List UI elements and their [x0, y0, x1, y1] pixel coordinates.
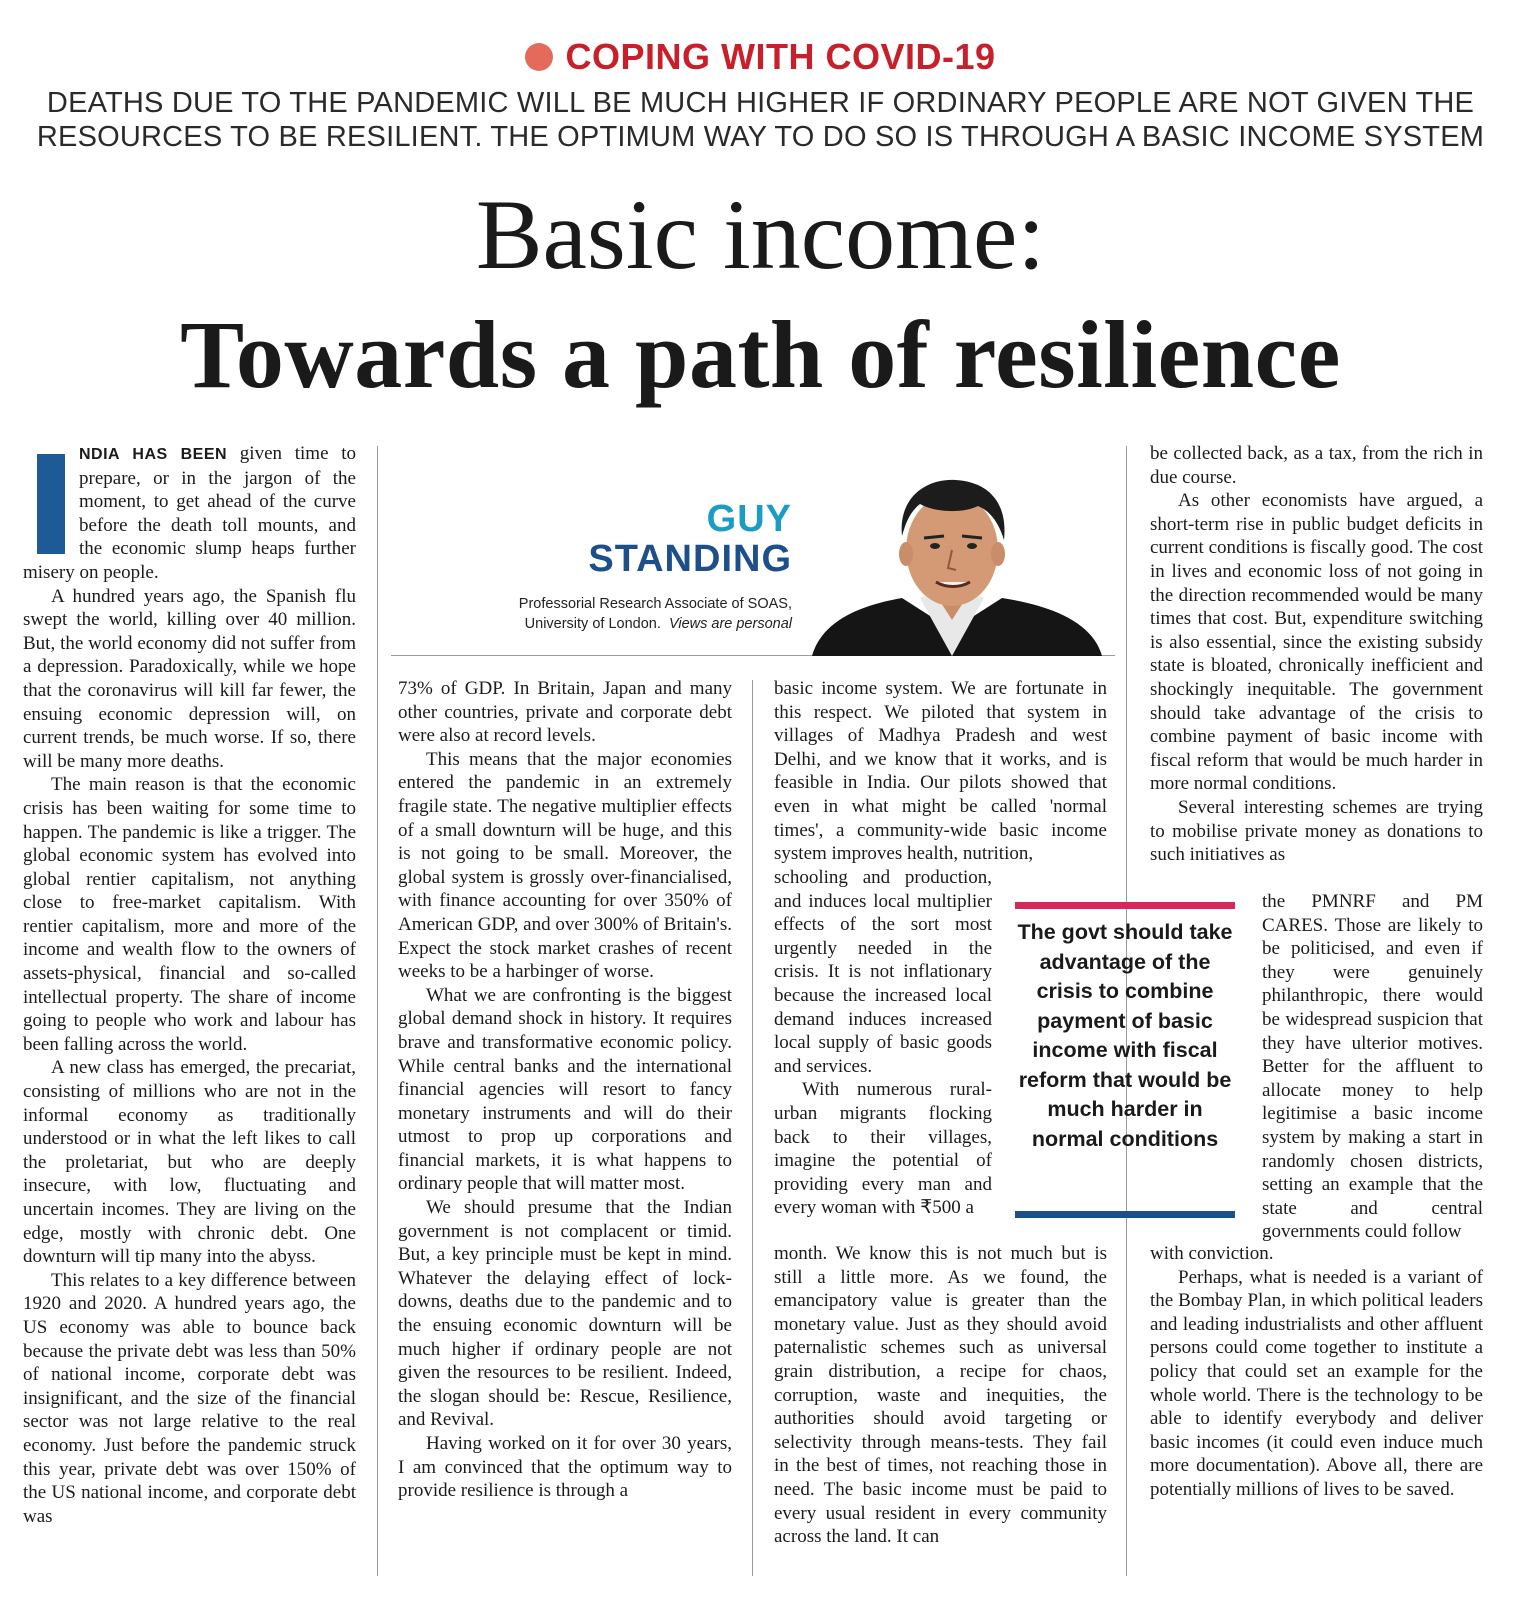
paragraph: This relates to a key difference between 1920 and 2020. A hundred years ago, the US economy was able to bounce back because the private debt was less than 50% of national income, corporate debt was insignificant, and the size of the financial sector was not large relative to the real economy. Just before the pandemic struck this year, private debt was over 150% of the US national income, and corporate debt was: [23, 1269, 356, 1527]
paragraph: What we are confronting is the biggest global demand shock in history. It requires brave and transformative economic policy. While central banks and the international financial agencies will resort to fancy monetary instruments and will do their utmost to prop up corporations and financial markets, it is what happens to ordinary people that will matter most.: [398, 984, 732, 1195]
paragraph: Several interesting schemes are trying to mobilise private money as donations to such initiatives as: [1150, 796, 1483, 866]
article-column-3-mid: [774, 866, 992, 1220]
standfirst: DEATHS DUE TO THE PANDEMIC WILL BE MUCH HIGHER IF ORDINARY PEOPLE ARE NOT GIVEN THE RESOURCES TO BE RESILIENT. THE OPTIMUM WAY TO DO SO IS THROUGH A BASIC INCOME SYSTEM: [36, 87, 1485, 153]
paragraph: We should presume that the Indian government is not complacent or timid. But, a key principle must be kept in mind. Whatever the delaying effect of lock-downs, deaths due to the pandemic and to the ensuing economic downturn will be much higher if ordinary people are not given the resources to be resilient. Indeed, the slogan should be: Rescue, Resilience, and Revival.: [398, 1197, 732, 1431]
author-portrait-illustration: [802, 470, 1114, 656]
article-column-2: [398, 677, 732, 1503]
disclaimer: Views are personal: [668, 616, 792, 632]
article-column-3-top: [774, 677, 1107, 866]
column-divider: [377, 446, 378, 1576]
paragraph: A new class has emerged, the precariat, consisting of millions who are not in the informal economy as traditionally understood or in what the left likes to call the proletariat, but who are deeply insecure, with low, fluctuating and uncertain incomes. They are living on the edge, mostly with chronic debt. One downturn will tip many into the abyss.: [23, 1057, 356, 1268]
drop-cap-bar: [37, 454, 65, 554]
paragraph: schooling and production, and induces local multiplier effects of the sort most urgently needed in the crisis. It is not inflationary because the increased local demand induces increased local supply of basic goods and services.: [774, 867, 992, 1077]
paragraph: With numerous rural-urban migrants flocking back to their villages, imagine the potential of providing every man and every woman with ₹500 a: [774, 1079, 992, 1219]
lead-in: NDIA HAS BEEN: [79, 446, 228, 463]
pull-quote-bottom-bar: [1015, 1211, 1235, 1218]
kicker-text: COPING WITH COVID-19: [565, 36, 996, 77]
paragraph: A hundred years ago, the Spanish flu swept the world, killing over 40 million. But, the world economy did not suffer from a depression. Paradoxically, while we hope that the coronavirus will kill far fewer, the ensuing economic depression will, on current trends, be much worse. If so, there will be many more deaths.: [23, 585, 356, 772]
paragraph: month. We know this is not much but is still a little more. As we found, the emancipatory value is greater than the monetary value. Just as they should avoid paternalistic schemes such as universal grain distribution, a recipe for chaos, corruption, waste and inequities, the authorities should avoid targeting or selectivity through means-tests. They fail in the best of times, not reaching those in need. The basic income must be paid to every usual resident in every community across the land. It can: [774, 1243, 1107, 1548]
paragraph: basic income system. We are fortunate in this respect. We piloted that system in villages of Madhya Pradesh and west Delhi, and we know that it works, and is feasible in India. Our pilots showed that even in what might be called 'normal times', a community-wide basic income system improves health, nutrition,: [774, 678, 1107, 865]
paragraph: 73% of GDP. In Britain, Japan and many other countries, private and corporate debt were also at record levels.: [398, 678, 732, 747]
paragraph: This means that the major economies entered the pandemic in an extremely fragile state. The negative multiplier effects of a small downturn will be huge, and this is not going to be small. Moreover, the global system is grossly over-financialised, with finance accounting for over 350% of American GDP, and over 300% of Britain's. Expect the stock market crashes of recent weeks to be a harbinger of worse.: [398, 748, 732, 983]
bullet-dot-icon: [525, 43, 553, 71]
paragraph: be collected back, as a tax, from the rich in due course.: [1150, 443, 1483, 488]
paragraph: with conviction.: [1150, 1243, 1274, 1264]
author-byline: [420, 500, 792, 634]
headline-line-1: Basic income:: [475, 179, 1046, 290]
article-column-4-bottom: [1150, 1242, 1483, 1502]
paragraph: Perhaps, what is needed is a variant of the Bombay Plan, in which political leaders and leading industrialists and other affluent persons could come together to institute a policy that could set an example for the whole world. There is the technology to be able to identify everybody and deliver basic incomes (it could even induce much more documentation). Above all, there are potentially millions of lives to be saved.: [1150, 1266, 1483, 1500]
paragraph: the PMNRF and PM CARES. Those are likely to be politicised, and even if they were genuinely philanthropic, there would be widespread suspicion that they have ulterior motives. Better for the affluent to allocate money to help legitimise a basic income system by making a start in randomly chosen districts, setting an example that the state and central governments could follow: [1262, 891, 1483, 1243]
author-first-name: GUY: [706, 498, 792, 540]
section-kicker: [0, 36, 1521, 78]
pull-quote: The govt should take advantage of the crisis to combine payment of basic income with fiscal reform that would be much harder in normal conditions: [1017, 920, 1233, 1151]
paragraph: The main reason is that the economic crisis has been waiting for some time to happen. The pandemic is like a trigger. The global economic system has evolved into global rentier capitalism, not anything close to free-market capitalism. With rentier capitalism, more and more of the income and wealth flow to the owners of assets-physical, financial and so-called intellectual property. The share of income going to people who work and labour has been falling across the world.: [23, 774, 356, 1055]
lead-paragraph: NDIA HAS BEEN given time to prepare, or in the jargon of the moment, to get ahead of the curve before the death toll mounts, and the economic slump heaps further misery on people.: [23, 443, 356, 583]
article-column-3-bottom: [774, 1242, 1107, 1549]
author-last-name: STANDING: [588, 538, 792, 580]
paragraph: Having worked on it for over 30 years, I am convinced that the optimum way to provide resilience is through a: [398, 1433, 732, 1502]
author-role: Professorial Research Associate of SOAS, University of London. Views are personal: [518, 596, 792, 632]
column-divider: [752, 680, 753, 1576]
article-column-4-mid: [1262, 890, 1483, 1244]
paragraph: As other economists have argued, a short-term rise in public budget deficits in current conditions is fiscally good. The cost in lives and economic loss of not going in the direction recommended would be many times that cost. But, expenditure switching is also essential, since the existing subsidy state is bloated, chronically inefficient and shockingly inequitable. The government should take advantage of the crisis to combine payment of basic income with fiscal reform that would be much harder in more normal conditions.: [1150, 490, 1483, 795]
article-column-4-top: [1150, 442, 1483, 867]
article-column-1: [23, 442, 356, 1528]
headline-line-2: Towards a path of resilience: [180, 301, 1341, 408]
pull-quote-top-bar: [1015, 902, 1235, 909]
